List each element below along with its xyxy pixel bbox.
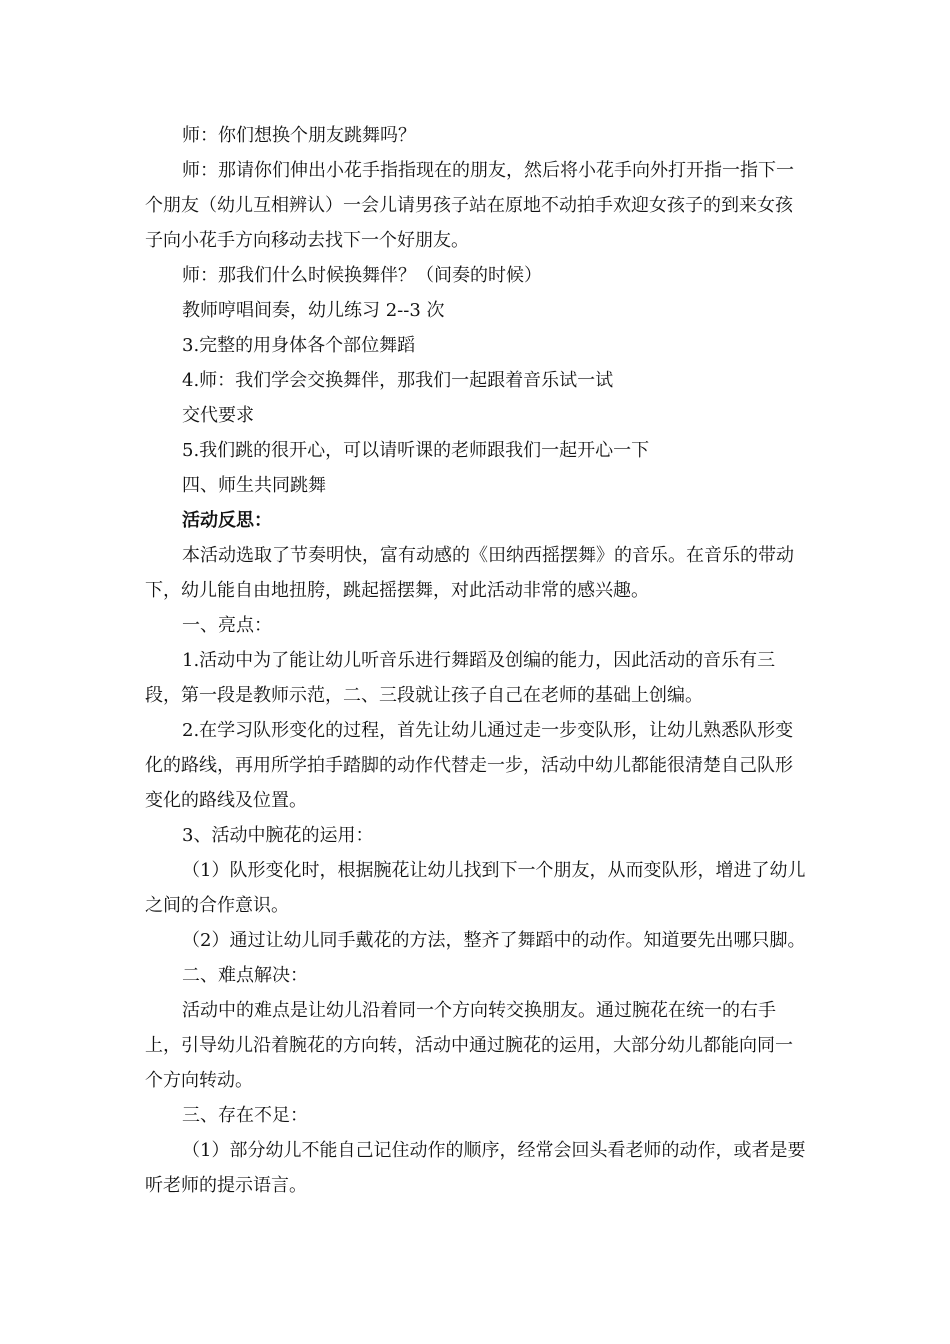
- paragraph: 3.完整的用身体各个部位舞蹈: [182, 335, 416, 356]
- section-heading: 三、存在不足：: [182, 1105, 308, 1126]
- paragraph: 本活动选取了节奏明快，富有动感的《田纳西摇摆舞》的音乐。在音乐的带动下，幼儿能自由地扭胯，跳起摇摆舞，对此活动非常的感兴趣。: [145, 545, 794, 601]
- paragraph: 4.师：我们学会交换舞伴，那我们一起跟着音乐试一试: [182, 370, 614, 391]
- paragraph: 交代要求: [182, 405, 254, 426]
- paragraph: 1.活动中为了能让幼儿听音乐进行舞蹈及创编的能力，因此活动的音乐有三段，第一段是教师示范，二、三段就让孩子自己在老师的基础上创编。: [145, 650, 776, 706]
- paragraph: 四、师生共同跳舞: [182, 475, 326, 496]
- paragraph: 师：你们想换个朋友跳舞吗？: [182, 125, 416, 146]
- paragraph: 5.我们跳的很开心，可以请听课的老师跟我们一起开心一下: [182, 440, 650, 461]
- paragraph: 3、活动中腕花的运用：: [182, 825, 374, 846]
- paragraph: 活动中的难点是让幼儿沿着同一个方向转交换朋友。通过腕花在统一的右手上，引导幼儿沿着腕花的方向转，活动中通过腕花的运用，大部分幼儿都能向同一个方向转动。: [145, 1000, 793, 1091]
- paragraph: 师：那请你们伸出小花手指指现在的朋友，然后将小花手向外打开指一指下一个朋友（幼儿互相辨认）一会儿请男孩子站在原地不动拍手欢迎女孩子的到来女孩子向小花手方向移动去找下一个好朋友。: [145, 160, 794, 251]
- paragraph: 师：那我们什么时候换舞伴？（间奏的时候）: [182, 265, 542, 286]
- paragraph: （1）队形变化时，根据腕花让幼儿找到下一个朋友，从而变队形，增进了幼儿之间的合作意识。: [145, 860, 806, 916]
- paragraph: （1）部分幼儿不能自己记住动作的顺序，经常会回头看老师的动作，或者是要听老师的提示语言。: [145, 1140, 806, 1196]
- section-heading: 一、亮点：: [182, 615, 272, 636]
- section-heading: 二、难点解决：: [182, 965, 308, 986]
- document-page: [145, 118, 810, 1203]
- section-heading-reflection: 活动反思：: [182, 510, 272, 531]
- paragraph: （2）通过让幼儿同手戴花的方法，整齐了舞蹈中的动作。知道要先出哪只脚。: [182, 930, 806, 951]
- paragraph: 教师哼唱间奏，幼儿练习 2--3 次: [182, 300, 445, 321]
- paragraph: 2.在学习队形变化的过程，首先让幼儿通过走一步变队形，让幼儿熟悉队形变化的路线，再用所学拍手踏脚的动作代替走一步，活动中幼儿都能很清楚自己队形变化的路线及位置。: [145, 720, 794, 811]
